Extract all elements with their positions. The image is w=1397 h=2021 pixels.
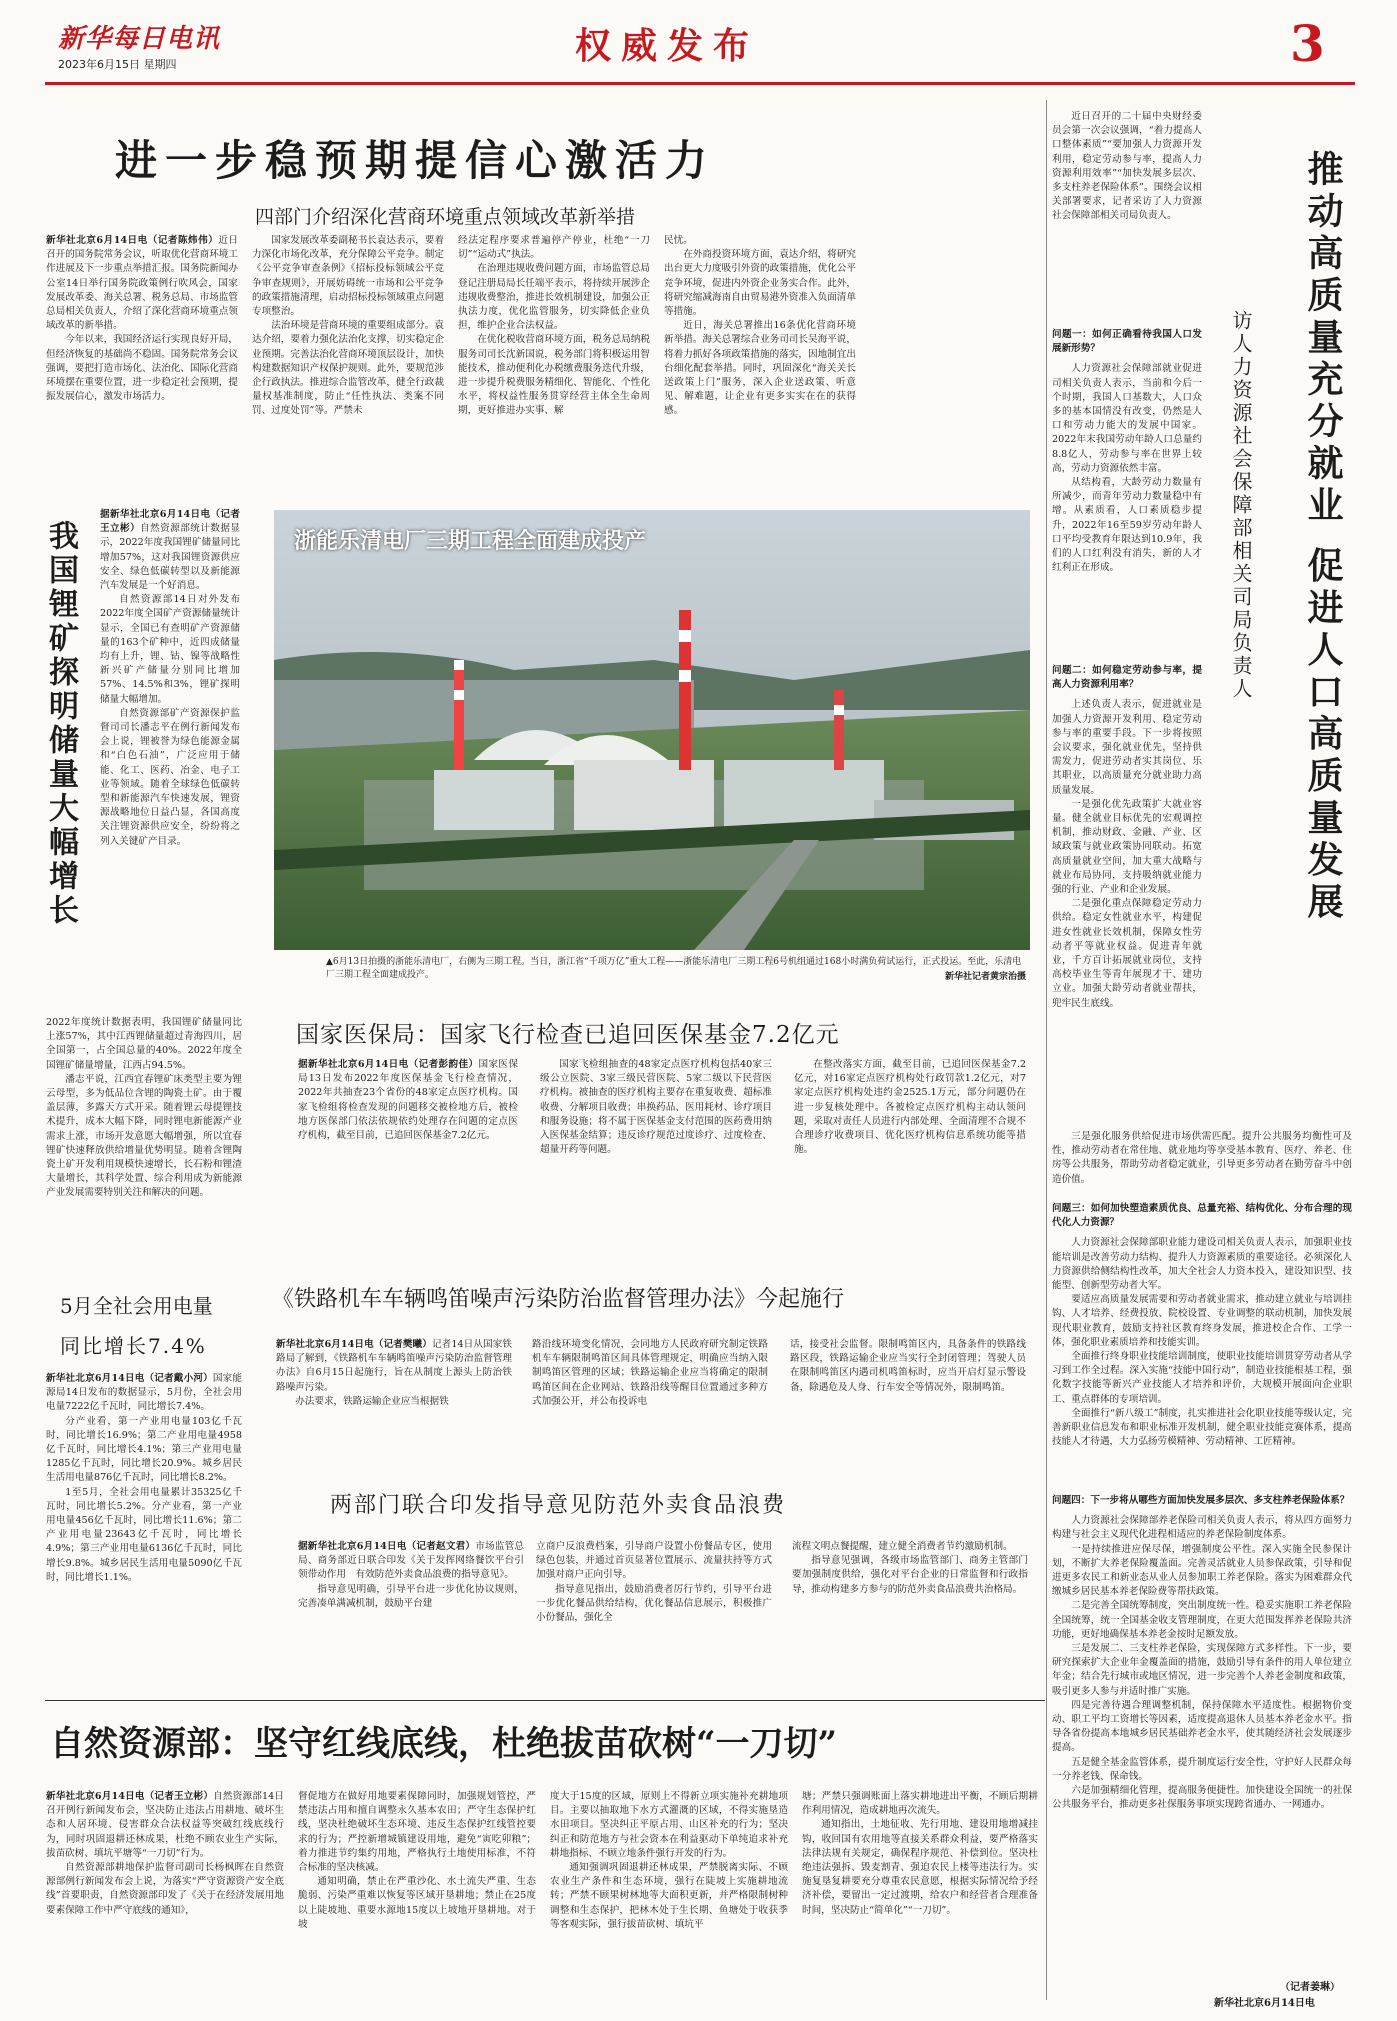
article1-col4: 民忧。 在外商投资环境方面，袁达介绍，将研究出台更大力度吸引外资的政策措施，优化公平竞争环境，促进内外资企业务实合作。此外，将研究缩减海南自由贸易港外资准入负面清单等措施。 近日，海关总署推出16条优化营商环境新举措。海关总署综合业务司司长吴海平说，将着力抓好各项政策措施的落实，因地制宜出台细化配套举措。同时，巩固深化“海关关长送政策上门”服务，深入企业送政策、听意见、解难题，让企业有更多实实在在的获得感。 (664, 235, 856, 417)
medical-headline: 国家医保局：国家飞行检查已追回医保基金7.2亿元 (296, 1022, 840, 1048)
power-plant-photo (274, 510, 1030, 950)
power-body: 新华社北京6月14日电（记者戴小河）国家能源局14日发布的数据显示，5月份，全社会用电量7222亿千瓦时，同比增长7.4%。 分产业看，第一产业用电量103亿千瓦时，同比增长16.9%；第二产业用电量4958亿千瓦时，同比增长4.1%；第三产业用电量1285亿千瓦时，同比增长20.9%。城乡居民生活用电量876亿千瓦时，同比增长8.2%。 1至5月，全社会用电量累计35325亿千瓦时，同比增长5.2%。分产业看，第一产业用电量456亿千瓦时，同比增长11.6%；第二产业用电量23643亿千瓦时，同比增长4.9%；第三产业用电量6136亿千瓦时，同比增长9.8%。城乡居民生活用电量5090亿千瓦时，同比增长1.1%。 (46, 1373, 242, 1583)
masthead-rule (45, 82, 1355, 85)
lithium-headline: 我国锂矿探明储量大幅增长 (43, 520, 78, 928)
food-headline: 两部门联合印发指导意见防范外卖食品浪费 (330, 1493, 787, 1518)
newspaper-logo: 新华每日电讯 (58, 24, 221, 54)
lithium-body-narrow: 据新华社北京6月14日电（记者王立彬）自然资源部统计数据显示，2022年度我国锂矿储量同比增加57%，这对我国锂资源供应安全、绿色低碳转型以及新能源汽车发展是一个好消息。 自然资源部14日对外发布2022年度全国矿产资源储量统计显示，全国已有查明矿产资源储量的163个矿种中，近四成储量均有上升，锂、钴、镍等战略性新兴矿产储量分别同比增加57%、14.5%和3%，锂矿探明储量大幅增加。 自然资源部矿产资源保护监督司司长潘志平在例行新闻发布会上说，锂被誉为绿色能源金属和“白色石油”，广泛应用于储能、化工、医药、冶金、电子工业等领域。随着全球绿色低碳转型和新能源汽车快速发展，锂资源战略地位日益凸显，各国高度关注锂资源供应安全，纷纷将之列入关键矿产目录。 (100, 509, 240, 847)
interview-headline: 推动高质量充分就业 促进人口高质量发展 (1302, 150, 1344, 925)
lithium-body-wide: 2022年度统计数据表明，我国锂矿储量同比上涨57%，其中江西锂储量超过青海四川，居全国第一，占全国总量的40%。2022年度全国锂矿储量增量，江西占94.5%。 潘志平说，江西宜春锂矿床类型主要为锂云母型，多为低品位含锂的陶瓷土矿。由于覆盖层薄，多露天方式开采。随着锂云母提锂技术提升，成本大幅下降，同时锂电新能源产业需求上涨，市场开发意愿大幅增强，所以宜春锂矿快速释放供给增量优势明显。随着含锂陶瓷土矿开发利用规模快速增长，长石粉和锂渣大量增长，其科学处置、综合利用成为新能源产业发展需要特别关注和解决的问题。 (46, 1017, 242, 1199)
page-number: 3 (1290, 14, 1325, 73)
land-col2: 督促地方在做好用地要素保障同时，加强规划管控，严禁违法占用和擅自调整永久基本农田；严守生态保护红线，坚决杜绝破坏生态环境、违反生态保护红线管控要求的行为；严控新增城镇建设用地，避免“寅吃卯粮”；着力推进节约集约用地，严格执行土地使用标准，不符合标准的坚决核减。 通知明确，禁止在严重沙化、水土流失严重、生态脆弱、污染严重难以恢复等区域开垦耕地；禁止在25度以上陡坡地、重要水源地15度以上坡地开垦耕地。对于坡 (298, 1791, 536, 1930)
medical-col3: 在整改落实方面，截至目前，已追回医保基金7.2亿元，对16家定点医疗机构处行政罚款1.2亿元，对7家定点医疗机构处违约金2525.1万元，部分问题仍在进一步复核处理中。各被检定点医疗机构主动认领问题，采取对责任人员进行内部处理、全面清理不合规不合理诊疗收费项目、优化医疗机构信息系统功能等措施。 (794, 1059, 1026, 1156)
article1-headline: 进一步稳预期提信心激活力 (114, 136, 715, 185)
interview-q2-cont: 三是强化服务供给促进市场供需匹配。提升公共服务均衡性可及性，推动劳动者在常住地、就业地均等享受基本教育、医疗、养老、住房等公共服务，帮助劳动者稳定就业，引导更多劳动者在勤劳奋斗中创造价值。 (1052, 1131, 1352, 1185)
land-top-rule (45, 1700, 1045, 1701)
article1-col1: 新华社北京6月14日电（记者陈炜伟）近日召开的国务院常务会议，听取优化营商环境工作进展及下一步重点举措汇报。国务院新闻办公室14日举行国务院政策例行吹风会，国家发展改革委、海关总署、税务总局、市场监管总局相关负责人，介绍了深化营商环境重点领域改革的新举措。 今年以来，我国经济运行实现良好开局，但经济恢复的基础尚不稳固。国务院常务会议强调，要把打造市场化、法治化、国际化营商环境摆在重要位置，进一步稳定社会预期，提振发展信心，激发市场活力。 (46, 235, 238, 403)
land-col4: 塘；严禁只强调账面上落实耕地进出平衡，不顾后期耕作利用情况，造成耕地再次流失。 通知指出，土地征收、先行用地、建设用地增减挂钩，收回国有农用地等直接关系群众利益，要严格落实法律法规有关规定，确保程序规范、补偿到位。坚决杜绝违法强拆、毁麦割青、强迫农民上楼等违法行为。实施复垦复耕要充分尊重农民意愿，根据实际情况给予经济补偿，要留出一定过渡期，给农户和经营者合理准备时间，坚决防止“简单化”“一刀切”。 (802, 1791, 1038, 1916)
medical-col2: 国家飞检组抽查的48家定点医疗机构包括40家三级公立医院、3家三级民营医院、5家二级以下民营医疗机构。被抽查的医疗机构主要存在重复收费、超标准收费、分解项目收费；串换药品、医用耗材、诊疗项目和服务设施；将不属于医保基金支付范围的医药费用纳入医保基金结算；违反诊疗规范过度诊疗、过度检查、超量开药等问题。 (540, 1059, 772, 1156)
interview-q4-block: 问题四：下一步将从哪些方面加快发展多层次、多支柱养老保险体系？ 人力资源社会保障部养老保险司相关负责人表示，将从四方面努力构建与社会主义现代化进程相适应的养老保险制度体系。 一是持续推进应保尽保，增强制度公平性。深入实施全民参保计划，不断扩大养老保险覆盖面。完善灵活就业人员参保政策，引导和促进更多农民工和新业态从业人员参加职工养老保险。落实为困难群众代缴城乡居民基本养老保险费等帮扶政策。 二是完善全国统筹制度，突出制度统一性。稳妥实施职工养老保险全国统筹，统一全国基金收支管理制度，在更大范围发挥养老保险共济功能，更好地确保基本养老金按时足额发放。 三是发展二、三支柱养老保险，实现保障方式多样性。下一步，要研究探索扩大企业年金覆盖面的措施，鼓励引导有条件的用人单位建立年金；结合先行城市或地区情况，进一步完善个人养老金制度和政策，吸引更多人参与并适时推广实施。 四是完善待遇合理调整机制，保持保障水平适度性。根据物价变动、职工平均工资增长等因素，适度提高退休人员基本养老金水平。指导各省份提高本地城乡居民基础养老金水平，使其随经济社会发展逐步提高。 五是健全基金监管体系，提升制度运行安全性，守护好人民群众每一分养老钱、保命钱。 六是加强精细化管理，提高服务便捷性。加快建设全国统一的社保公共服务平台，推动更多社保服务事项实现跨省通办、一网通办。 (1052, 1495, 1352, 1811)
interview-q1-block: 问题一：如何正确看待我国人口发展新形势？ 人力资源社会保障部就业促进司相关负责人表示，当前和今后一个时期，我国人口基数大，人口众多的基本国情没有改变，仍然是人口和劳动力能大的发展中国家。2022年末我国劳动年龄人口总量约8.8亿人，劳动参与率在世界上较高，劳动力资源依然丰富。 从结构看，大龄劳动力数量有所减少，而青年劳动力数量稳中有增。从素质看，人口素质稳步提升，2022年16至59岁劳动年龄人口平均受教育年限达到10.9年，我们的人口红利没有消失，新的人才红利正在形成。 (1052, 329, 1202, 574)
interview-subhead: 访人力资源社会保障部相关司局负责人 (1229, 310, 1253, 701)
article1-subhead: 四部门介绍深化营商环境重点领域改革新举措 (254, 206, 635, 228)
medical-col1: 据新华社北京6月14日电（记者彭韵佳）国家医保局13日发布2022年度医保基金飞行检查情况，2022年共抽查23个省份的48家定点医疗机构。国家飞检组将检查发现的问题移交被检地方后，被检地方医保部门依法依规依约处理存在问题的定点医疗机构，截至目前，已追回医保基金7.2亿元。 (298, 1059, 518, 1142)
power-plant-image (274, 510, 1030, 950)
railway-col1: 新华社北京6月14日电（记者樊曦）记者14日从国家铁路局了解到，《铁路机车车辆鸣笛噪声污染防治监督管理办法》自6月15日起施行，旨在从制度上源头上防治铁路噪声污染。 办法要求，铁路运输企业应当根据铁 (276, 1339, 512, 1407)
right-column-divider (1046, 100, 1047, 2000)
article1-col3: 经法定程序要求普遍停产停业，杜绝“一刀切”“运动式”执法。 在治理违规收费问题方面，市场监管总局登记注册局局长任端平表示，将持续开展涉企违规收费整治，推进长效机制建设，加强公正执法力度，优化监管服务，切实降低企业负担，维护企业合法权益。 在优化税收营商环境方面，税务总局纳税服务司司长沈新国说，税务部门将积极运用智能技术，推动便利化办税缴费服务迭代升级，进一步提升税费服务精细化、智能化、个性化水平，将权益性服务贯穿经营主体全生命周期，更好推进办实事、解 (458, 235, 650, 417)
power-headline-line2: 同比增长7.4% (60, 1334, 207, 1358)
issue-date: 2023年6月15日 星期四 (58, 58, 177, 71)
section-title: 权威发布 (575, 25, 760, 67)
photo-credit: 新华社记者黄宗治摄 (944, 972, 1026, 982)
land-headline: 自然资源部：坚守红线底线，杜绝拔苗砍树“一刀切” (50, 1724, 838, 1764)
interview-q2-block: 问题二：如何稳定劳动参与率，提高人力资源利用率？ 上述负责人表示，促进就业是加强人力资源开发利用、稳定劳动参与率的重要手段。下一步将按照会议要求，强化就业优先，坚持供需发力，促进劳动者实其岗位、乐其职业，以高质量充分就业助力高质量发展。 一是强化优先政策扩大就业容量。健全就业目标优先的宏观调控机制，推动财政、金融、产业、区域政策与就业政策协同联动。拓宽高质量就业空间，加大重大战略与就业布局协同，支持吸纳就业能力强的行业、产业和企业发展。 二是强化重点保障稳定劳动力供给。稳定女性就业水平，构建促进女性就业长效机制，保障女性劳动者平等就业权益。促进青年就业，千方百计拓展就业岗位，支持高校毕业生等青年展现才干、建功立业。加强大龄劳动者就业帮扶，兜牢民生底线。 (1052, 665, 1202, 1009)
land-col1: 新华社北京6月14日电（记者王立彬）自然资源部14日召开例行新闻发布会，坚决防止违法占用耕地、破坏生态和人居环境、侵害群众合法权益等突破红线底线行为，同时巩固退耕还林成果，杜绝不顾农业生产实际，拔苗砍树、填坑平塘等“一刀切”行为。 自然资源部耕地保护监督司副司长杨枫晖在自然资源部例行新闻发布会上说，为落实“严守资源资产安全底线”首要职责，自然资源部印发了《关于在经济发展用地要素保障工作中严守底线的通知》， (46, 1791, 284, 1916)
railway-headline: 《铁路机车车辆鸣笛噪声污染防治监督管理办法》今起施行 (272, 1287, 845, 1312)
interview-intro: 近日召开的二十届中央财经委员会第一次会议强调，“着力提高人口整体素质”“要加强人力资源开发利用，稳定劳动参与率，提高人力资源利用效率”“加快发展多层次、多支柱养老保险体系”。围绕会议相关部署要求，记者采访了人力资源社会保障部相关司局负责人。 (1052, 111, 1202, 222)
interview-dateline-end: 新华社北京6月14日电 (1214, 1998, 1315, 2009)
food-col2: 立商户反浪费档案，引导商户设置小份餐品专区，使用绿色包装，并通过首页显著位置展示、流量扶持等方式加强对商户正向引导。 指导意见指出，鼓励消费者厉行节约，引导平台进一步优化餐品供给结构，优化餐品信息展示，积极推广小份餐品，强化全 (536, 1541, 772, 1624)
power-headline-line1: 5月全社会用电量 (60, 1294, 213, 1318)
article1-col2: 国家发展改革委副秘书长袁达表示，要着力深化市场化改革，充分保障公平竞争。制定《公平竞争审查条例》《招标投标领域公平竞争审查规则》，开展妨碍统一市场和公平竞争的政策措施清理，启动招标投标领域重点问题专项整治。 法治环境是营商环境的重要组成部分。袁达介绍，要着力强化法治化支撑，切实稳定企业预期。完善法治化营商环境顶层设计，加快构建数据知识产权保护规则。此外，要规范涉企行政执法。推进综合监管改革，健全行政裁量权基准制度，防止“任性执法、类案不同罚、过度处罚”等。严禁未 (252, 235, 444, 417)
interview-reporter: （记者姜琳） (1280, 1982, 1340, 1993)
food-col3: 流程文明点餐提醒，建立健全消费者节约激励机制。 指导意见强调，各级市场监管部门、商务主管部门要加强制度供给，强化对平台企业的日常监督和行政指导，推动构建多方参与的防范外卖食品浪费共治格局。 (792, 1541, 1028, 1595)
railway-col3: 话，接受社会监督。限制鸣笛区内，具备条件的铁路线路区段，铁路运输企业应当实行全封闭管理；驾驶人员在限制鸣笛区内遇司机鸣笛标时，应当开启灯显示警设备，除遇危及人身、行车安全等情况外，限制鸣笛。 (790, 1339, 1026, 1393)
photo-caption: ▲6月13日拍摄的浙能乐清电厂，右侧为三期工程。当日，浙江省“千项万亿”重大工程——浙能乐清电厂三期工程6号机组通过168小时满负荷试运行，正式投运。至此，乐清电厂三期工程全面建成投产。 (326, 957, 1022, 980)
land-col3: 度大于15度的区域，原则上不得新立项实施补充耕地项目。主要以抽取地下水方式灌溉的区域，不得实施垦造水田项目。坚决纠正平原占用、山区补充的行为；坚决纠正和防范地方与社会资本在利益驱动下单纯追求补充耕地指标、不顾立地条件强行开发的行为。 通知强调巩固退耕还林成果，严禁脱离实际、不顾农业生产条件和生态环境，强行在陡坡上实施耕地流转；严禁不顾果树林地等大面积更新，并严格限制树种调整和生态保护，把林木处于生长期、鱼塘处于收获季等客观实际，强行拔苗砍树、填坑平 (550, 1791, 788, 1930)
interview-q3-block: 问题三：如何加快塑造素质优良、总量充裕、结构优化、分布合理的现代化人力资源？ 人力资源社会保障部职业能力建设司相关负责人表示，加强职业技能培训是改善劳动力结构、提升人力资源素质的重要途径。必须深化人力资源供给侧结构性改革，加大全社会人力资本投入，建设知识型、技能型、创新型劳动者大军。 要适应高质量发展需要和劳动者就业需求，推动建立就业与培训挂钩、人才培养、经费投放、院校设置、专业调整的联动机制，加快发展现代职业教育，鼓励支持社区教育终身发展，推进校企合作、工学一体，强化职业素质培养和技能实训。 全面推行终身职业技能培训制度，使职业技能培训贯穿劳动者从学习到工作全过程。深入实施“技能中国行动”，制造业技能根基工程，强化数字技能等新兴产业技能人才培养和评价，大规模开展面向企业职工、重点群体的专项培训。 全面推行“新八级工”制度，扎实推进社会化职业技能等级认定，完善新职业信息发布和职业标准开发机制，健全职业技能竞赛体系，提高技能人才待遇，大力弘扬劳模精神、劳动精神、工匠精神。 (1052, 1203, 1352, 1448)
food-col1: 据新华社北京6月14日电（记者赵文君）市场监管总局、商务部近日联合印发《关于发挥网络餐饮平台引领带动作用 有效防范外卖食品浪费的指导意见》。 指导意见明确，引导平台进一步优化协议规则，完善凑单满减机制，鼓励平台建 (298, 1541, 524, 1609)
photo-title: 浙能乐清电厂三期工程全面建成投产 (294, 528, 647, 554)
railway-col2: 路沿线环境变化情况，会同地方人民政府研究制定铁路机车车辆限制鸣笛区间具体管理规定，明确应当纳入限制鸣笛区管理的区域；铁路运输企业应当将确定的限制鸣笛区间在企业网站、铁路沿线等醒目位置通过多种方式加强公开，并公布投诉电 (532, 1339, 768, 1407)
